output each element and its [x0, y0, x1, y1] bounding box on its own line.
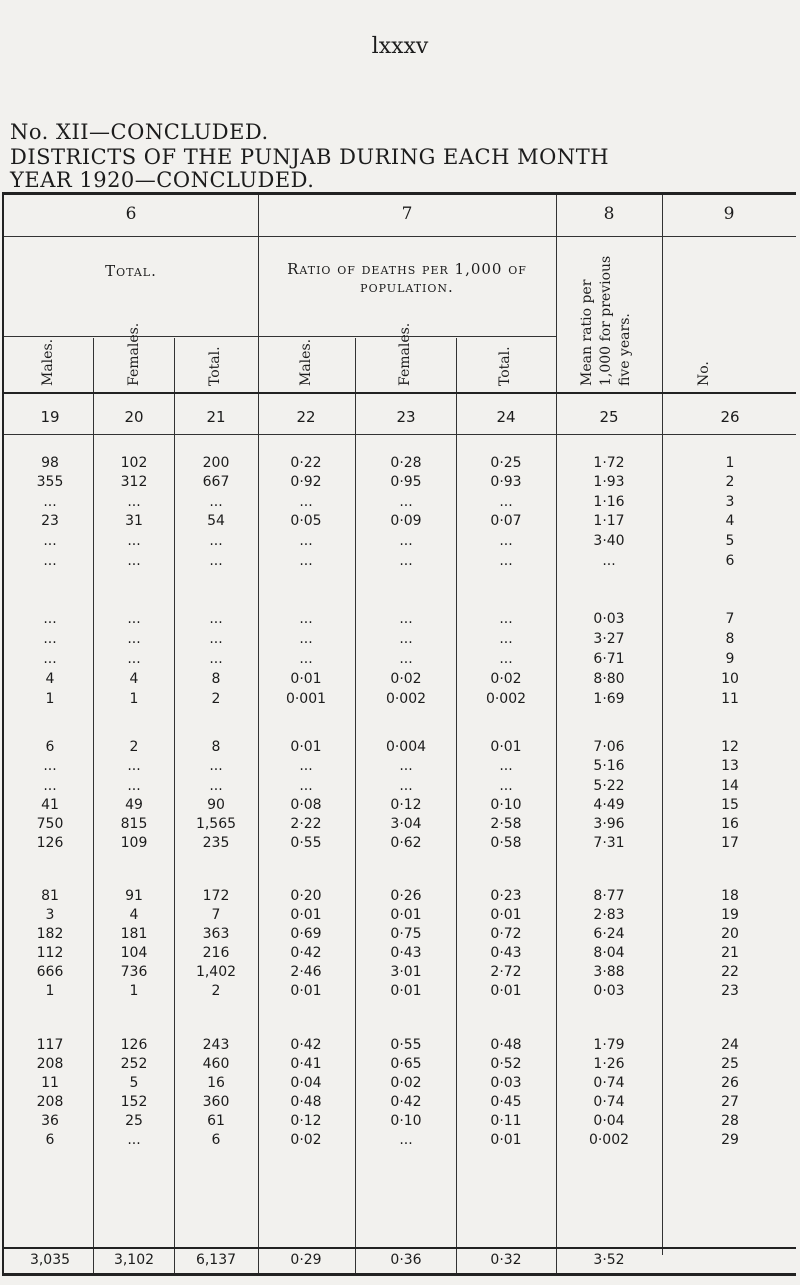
- table-cell: 0·02: [290, 1132, 322, 1148]
- table-cell: 243: [202, 1037, 230, 1053]
- table-cell: ...: [209, 651, 223, 667]
- table-cell: 25: [721, 1056, 739, 1072]
- table-cell: 104: [120, 945, 148, 961]
- table-cell: 15: [721, 797, 739, 813]
- column-number: 19: [40, 408, 60, 426]
- table-cell: ...: [299, 553, 313, 569]
- table-cell: 4: [129, 671, 139, 687]
- table-cell: 8·04: [593, 945, 625, 961]
- table-cell: 0·02: [490, 671, 522, 687]
- table-cell: 0·02: [390, 1075, 422, 1091]
- table-cell: 815: [120, 816, 148, 832]
- table-cell: ...: [399, 758, 413, 774]
- group-number-7: 7: [401, 204, 413, 224]
- table-cell: 1,402: [195, 964, 237, 980]
- table-cell: 181: [120, 926, 148, 942]
- table-cell: 22: [721, 964, 739, 980]
- table-cell: 0·11: [490, 1113, 522, 1129]
- table-cell: 8: [211, 671, 221, 687]
- table-cell: 126: [36, 835, 64, 851]
- table-cell: 23: [721, 983, 739, 999]
- table-cell: 17: [721, 835, 739, 851]
- table-cell: 0·01: [490, 983, 522, 999]
- total-cell: 3·52: [593, 1252, 625, 1268]
- table-cell: 7: [725, 611, 735, 627]
- table-cell: 16: [721, 816, 739, 832]
- table-cell: 0·42: [290, 1037, 322, 1053]
- table-cell: 5·16: [593, 758, 625, 774]
- table-cell: 2: [129, 739, 139, 755]
- table-cell: ...: [209, 533, 223, 549]
- table-cell: 363: [202, 926, 230, 942]
- table-cell: ...: [399, 651, 413, 667]
- table-cell: 0·93: [490, 474, 522, 490]
- table-cell: 3·40: [593, 533, 625, 549]
- table-cell: ...: [299, 651, 313, 667]
- table-cell: 2·58: [490, 816, 522, 832]
- table-cell: ...: [209, 553, 223, 569]
- table-cell: 18: [721, 888, 739, 904]
- table-cell: 0·43: [490, 945, 522, 961]
- table-cell: 3: [725, 494, 735, 510]
- table-cell: 0·002: [485, 691, 527, 707]
- table-cell: 0·01: [490, 907, 522, 923]
- table-cell: 355: [36, 474, 64, 490]
- table-cell: 27: [721, 1094, 739, 1110]
- table-cell: 6·24: [593, 926, 625, 942]
- table-cell: ...: [299, 778, 313, 794]
- subheader-males-ratio: Males.: [298, 338, 314, 386]
- table-cell: 26: [721, 1075, 739, 1091]
- table-cell: 208: [36, 1094, 64, 1110]
- table-cell: 1,565: [195, 816, 237, 832]
- table-cell: 0·58: [490, 835, 522, 851]
- table-cell: ...: [499, 758, 513, 774]
- column-number: 23: [396, 408, 416, 426]
- table-cell: 0·74: [593, 1075, 625, 1091]
- table-cell: 0·65: [390, 1056, 422, 1072]
- table-cell: 6: [211, 1132, 221, 1148]
- table-cell: ...: [209, 758, 223, 774]
- subheader-total: Total.: [207, 346, 223, 386]
- table-cell: 8·77: [593, 888, 625, 904]
- table-cell: 0·03: [593, 983, 625, 999]
- table-cell: 23: [41, 513, 59, 529]
- table-cell: 11: [721, 691, 739, 707]
- table-cell: 29: [721, 1132, 739, 1148]
- table-cell: ...: [399, 611, 413, 627]
- table-cell: 312: [120, 474, 148, 490]
- table-cell: 0·10: [490, 797, 522, 813]
- page-number: lxxxv: [371, 34, 429, 59]
- table-cell: 4: [45, 671, 55, 687]
- table-cell: 1·26: [593, 1056, 625, 1072]
- rule-col-9-left: [662, 195, 663, 1255]
- table-cell: 0·23: [490, 888, 522, 904]
- table-cell: ...: [43, 494, 57, 510]
- table-cell: ...: [299, 631, 313, 647]
- table-cell: 8·80: [593, 671, 625, 687]
- table-cell: 0·55: [390, 1037, 422, 1053]
- table-cell: 0·05: [290, 513, 322, 529]
- table-cell: 2·83: [593, 907, 625, 923]
- table-cell: 2: [725, 474, 735, 490]
- table-cell: 0·28: [390, 455, 422, 471]
- rule-under-column-numbers: [4, 434, 796, 435]
- table-cell: 11: [41, 1075, 59, 1091]
- table-cell: 8: [211, 739, 221, 755]
- subheader-mean-ratio: [578, 236, 635, 386]
- table-cell: 0·12: [390, 797, 422, 813]
- table-cell: 0·74: [593, 1094, 625, 1110]
- table-cell: 81: [41, 888, 59, 904]
- table-cell: ...: [299, 494, 313, 510]
- table-cell: 0·45: [490, 1094, 522, 1110]
- table-cell: ...: [299, 611, 313, 627]
- table-cell: 1·93: [593, 474, 625, 490]
- table-cell: 1: [45, 983, 55, 999]
- table-cell: 0·42: [390, 1094, 422, 1110]
- table-cell: 28: [721, 1113, 739, 1129]
- table-cell: 0·01: [490, 1132, 522, 1148]
- table-cell: ...: [499, 611, 513, 627]
- table-cell: 0·04: [290, 1075, 322, 1091]
- table-cell: 1·79: [593, 1037, 625, 1053]
- table-cell: 49: [125, 797, 143, 813]
- column-number: 24: [496, 408, 516, 426]
- subheader-no: No.: [696, 361, 712, 386]
- table-cell: ...: [399, 631, 413, 647]
- table-cell: 0·01: [290, 671, 322, 687]
- table-cell: 0·07: [490, 513, 522, 529]
- table-cell: 1: [45, 691, 55, 707]
- table-cell: 4: [129, 907, 139, 923]
- table-cell: 102: [120, 455, 148, 471]
- table-cell: 1: [725, 455, 735, 471]
- table-cell: 0·03: [490, 1075, 522, 1091]
- table-cell: 112: [36, 945, 64, 961]
- table-cell: 3·96: [593, 816, 625, 832]
- table-cell: 0·10: [390, 1113, 422, 1129]
- table-cell: 252: [120, 1056, 148, 1072]
- table-cell: 1·69: [593, 691, 625, 707]
- table-cell: ...: [127, 533, 141, 549]
- table-cell: 0·72: [490, 926, 522, 942]
- table-cell: 200: [202, 455, 230, 471]
- rule-col-7-left: [258, 195, 259, 1273]
- table-cell: 3·88: [593, 964, 625, 980]
- table-cell: 21: [721, 945, 739, 961]
- table-cell: 3·27: [593, 631, 625, 647]
- table-cell: 1·17: [593, 513, 625, 529]
- table-cell: ...: [127, 778, 141, 794]
- total-cell: 3,102: [113, 1252, 155, 1268]
- table-cell: ...: [43, 758, 57, 774]
- table-cell: 0·69: [290, 926, 322, 942]
- table-cell: 91: [125, 888, 143, 904]
- table-cell: 109: [120, 835, 148, 851]
- table-cell: 6: [45, 1132, 55, 1148]
- table-cell: 6·71: [593, 651, 625, 667]
- table-cell: 0·004: [385, 739, 427, 755]
- column-number: 26: [720, 408, 740, 426]
- table-cell: 7: [211, 907, 221, 923]
- table-cell: ...: [127, 553, 141, 569]
- table-cell: 750: [36, 816, 64, 832]
- table-cell: ...: [43, 651, 57, 667]
- table-cell: 460: [202, 1056, 230, 1072]
- table-cell: ...: [209, 494, 223, 510]
- table-cell: ...: [127, 494, 141, 510]
- column-number: 20: [124, 408, 144, 426]
- table-cell: 0·41: [290, 1056, 322, 1072]
- table-cell: 90: [207, 797, 225, 813]
- table-cell: 0·55: [290, 835, 322, 851]
- group-title-total: Total.: [105, 262, 157, 280]
- table-cell: ...: [127, 651, 141, 667]
- table-cell: 0·002: [588, 1132, 630, 1148]
- table-cell: 2·22: [290, 816, 322, 832]
- group-number-8: 8: [603, 204, 615, 224]
- total-cell: 6,137: [195, 1252, 237, 1268]
- table-heading-number: No. XII—CONCLUDED.: [10, 120, 269, 144]
- table-cell: 0·12: [290, 1113, 322, 1129]
- table-cell: 4: [725, 513, 735, 529]
- table-cell: 9: [725, 651, 735, 667]
- table-cell: ...: [399, 778, 413, 794]
- rule-under-group-numbers: [4, 236, 796, 237]
- table-cell: ...: [499, 553, 513, 569]
- column-number: 21: [206, 408, 226, 426]
- table-cell: ...: [43, 553, 57, 569]
- table-cell: 0·62: [390, 835, 422, 851]
- table-cell: ...: [399, 533, 413, 549]
- group-number-6: 6: [125, 204, 137, 224]
- subheader-females: Females.: [126, 322, 142, 386]
- group-title-ratio: Ratio of deaths per 1,000 of population.: [287, 260, 527, 296]
- table-cell: 2: [211, 983, 221, 999]
- table-cell: 0·48: [490, 1037, 522, 1053]
- column-number: 25: [599, 408, 619, 426]
- table-cell: 172: [202, 888, 230, 904]
- table-cell: 0·01: [290, 983, 322, 999]
- table-cell: 117: [36, 1037, 64, 1053]
- table-cell: ...: [209, 631, 223, 647]
- table-cell: 0·22: [290, 455, 322, 471]
- table-cell: 36: [41, 1113, 59, 1129]
- table-cell: 5·22: [593, 778, 625, 794]
- table-cell: 0·09: [390, 513, 422, 529]
- table-cell: 14: [721, 778, 739, 794]
- table-cell: 3: [45, 907, 55, 923]
- table-cell: ...: [43, 778, 57, 794]
- table-cell: ...: [399, 553, 413, 569]
- table-cell: 16: [207, 1075, 225, 1091]
- table-cell: 0·01: [390, 907, 422, 923]
- subheader-total-ratio: Total.: [497, 346, 513, 386]
- table-cell: 54: [207, 513, 225, 529]
- subheader-males: Males.: [40, 338, 56, 386]
- table-cell: 0·03: [593, 611, 625, 627]
- table-cell: ...: [399, 1132, 413, 1148]
- table-cell: 5: [129, 1075, 139, 1091]
- table-cell: ...: [127, 758, 141, 774]
- rule-under-subheaders: [4, 392, 796, 394]
- table-cell: 61: [207, 1113, 225, 1129]
- table-cell: 20: [721, 926, 739, 942]
- table-cell: 98: [41, 455, 59, 471]
- rule-col-8-left: [556, 195, 557, 1273]
- table-cell: ...: [127, 631, 141, 647]
- table-cell: ...: [499, 533, 513, 549]
- table-cell: 41: [41, 797, 59, 813]
- table-cell: 0·75: [390, 926, 422, 942]
- total-cell: 0·32: [490, 1252, 522, 1268]
- table-heading-title: DISTRICTS OF THE PUNJAB DURING EACH MONTH: [10, 145, 610, 169]
- table-cell: 6: [725, 553, 735, 569]
- table-cell: 19: [721, 907, 739, 923]
- table-cell: 0·01: [290, 907, 322, 923]
- table-cell: 0·26: [390, 888, 422, 904]
- table-cell: ...: [209, 778, 223, 794]
- table-heading-year: YEAR 1920—CONCLUDED.: [10, 168, 315, 192]
- table-cell: ...: [499, 778, 513, 794]
- table-cell: 182: [36, 926, 64, 942]
- table-cell: 13: [721, 758, 739, 774]
- table-cell: 0·01: [290, 739, 322, 755]
- table-cell: 5: [725, 533, 735, 549]
- table-cell: 360: [202, 1094, 230, 1110]
- table-cell: ...: [43, 533, 57, 549]
- subheader-females-ratio: Females.: [397, 322, 413, 386]
- table-cell: 208: [36, 1056, 64, 1072]
- table-cell: 0·01: [490, 739, 522, 755]
- table-cell: 216: [202, 945, 230, 961]
- table-cell: 0·001: [285, 691, 327, 707]
- table-cell: 0·43: [390, 945, 422, 961]
- table-cell: 6: [45, 739, 55, 755]
- mean-ratio-text: Mean ratio per 1,000 for previous five years.: [579, 255, 633, 386]
- table-cell: 667: [202, 474, 230, 490]
- column-number: 22: [296, 408, 316, 426]
- table-cell: ...: [127, 611, 141, 627]
- rule-under-group-titles: [4, 336, 556, 337]
- table-cell: 2·72: [490, 964, 522, 980]
- table-cell: 0·48: [290, 1094, 322, 1110]
- total-cell: 0·36: [390, 1252, 422, 1268]
- table-cell: 0·92: [290, 474, 322, 490]
- table-cell: 0·20: [290, 888, 322, 904]
- table-cell: 7·31: [593, 835, 625, 851]
- table-cell: 1: [129, 691, 139, 707]
- table-cell: 126: [120, 1037, 148, 1053]
- table-cell: ...: [399, 494, 413, 510]
- table-cell: ...: [499, 651, 513, 667]
- table-cell: 0·25: [490, 455, 522, 471]
- table-cell: 31: [125, 513, 143, 529]
- table-cell: 24: [721, 1037, 739, 1053]
- table-cell: 0·42: [290, 945, 322, 961]
- table-cell: 0·08: [290, 797, 322, 813]
- table-cell: 25: [125, 1113, 143, 1129]
- table-cell: 736: [120, 964, 148, 980]
- table-cell: 8: [725, 631, 735, 647]
- table-cell: 1·16: [593, 494, 625, 510]
- table-cell: 10: [721, 671, 739, 687]
- table-cell: 0·52: [490, 1056, 522, 1072]
- group-number-9: 9: [723, 204, 735, 224]
- table-cell: 0·95: [390, 474, 422, 490]
- table-cell: 1·72: [593, 455, 625, 471]
- table-cell: ...: [299, 758, 313, 774]
- table-cell: 2·46: [290, 964, 322, 980]
- table-cell: 4·49: [593, 797, 625, 813]
- table-cell: ...: [499, 631, 513, 647]
- total-cell: 3,035: [29, 1252, 71, 1268]
- table-cell: 0·02: [390, 671, 422, 687]
- table-cell: 3·04: [390, 816, 422, 832]
- table-cell: ...: [209, 611, 223, 627]
- table-cell: 666: [36, 964, 64, 980]
- table-cell: 7·06: [593, 739, 625, 755]
- table-cell: 235: [202, 835, 230, 851]
- total-cell: 0·29: [290, 1252, 322, 1268]
- table-cell: 3·01: [390, 964, 422, 980]
- table-cell: 2: [211, 691, 221, 707]
- table-cell: ...: [43, 611, 57, 627]
- rule-above-total: [4, 1247, 796, 1249]
- table-cell: ...: [299, 533, 313, 549]
- table-cell: 1: [129, 983, 139, 999]
- table-cell: ...: [43, 631, 57, 647]
- table-cell: 0·04: [593, 1113, 625, 1129]
- table-cell: ...: [127, 1132, 141, 1148]
- table-cell: 0·002: [385, 691, 427, 707]
- table-cell: 152: [120, 1094, 148, 1110]
- table-cell: 0·01: [390, 983, 422, 999]
- table-cell: ...: [499, 494, 513, 510]
- table-cell: ...: [602, 553, 616, 569]
- table-cell: 12: [721, 739, 739, 755]
